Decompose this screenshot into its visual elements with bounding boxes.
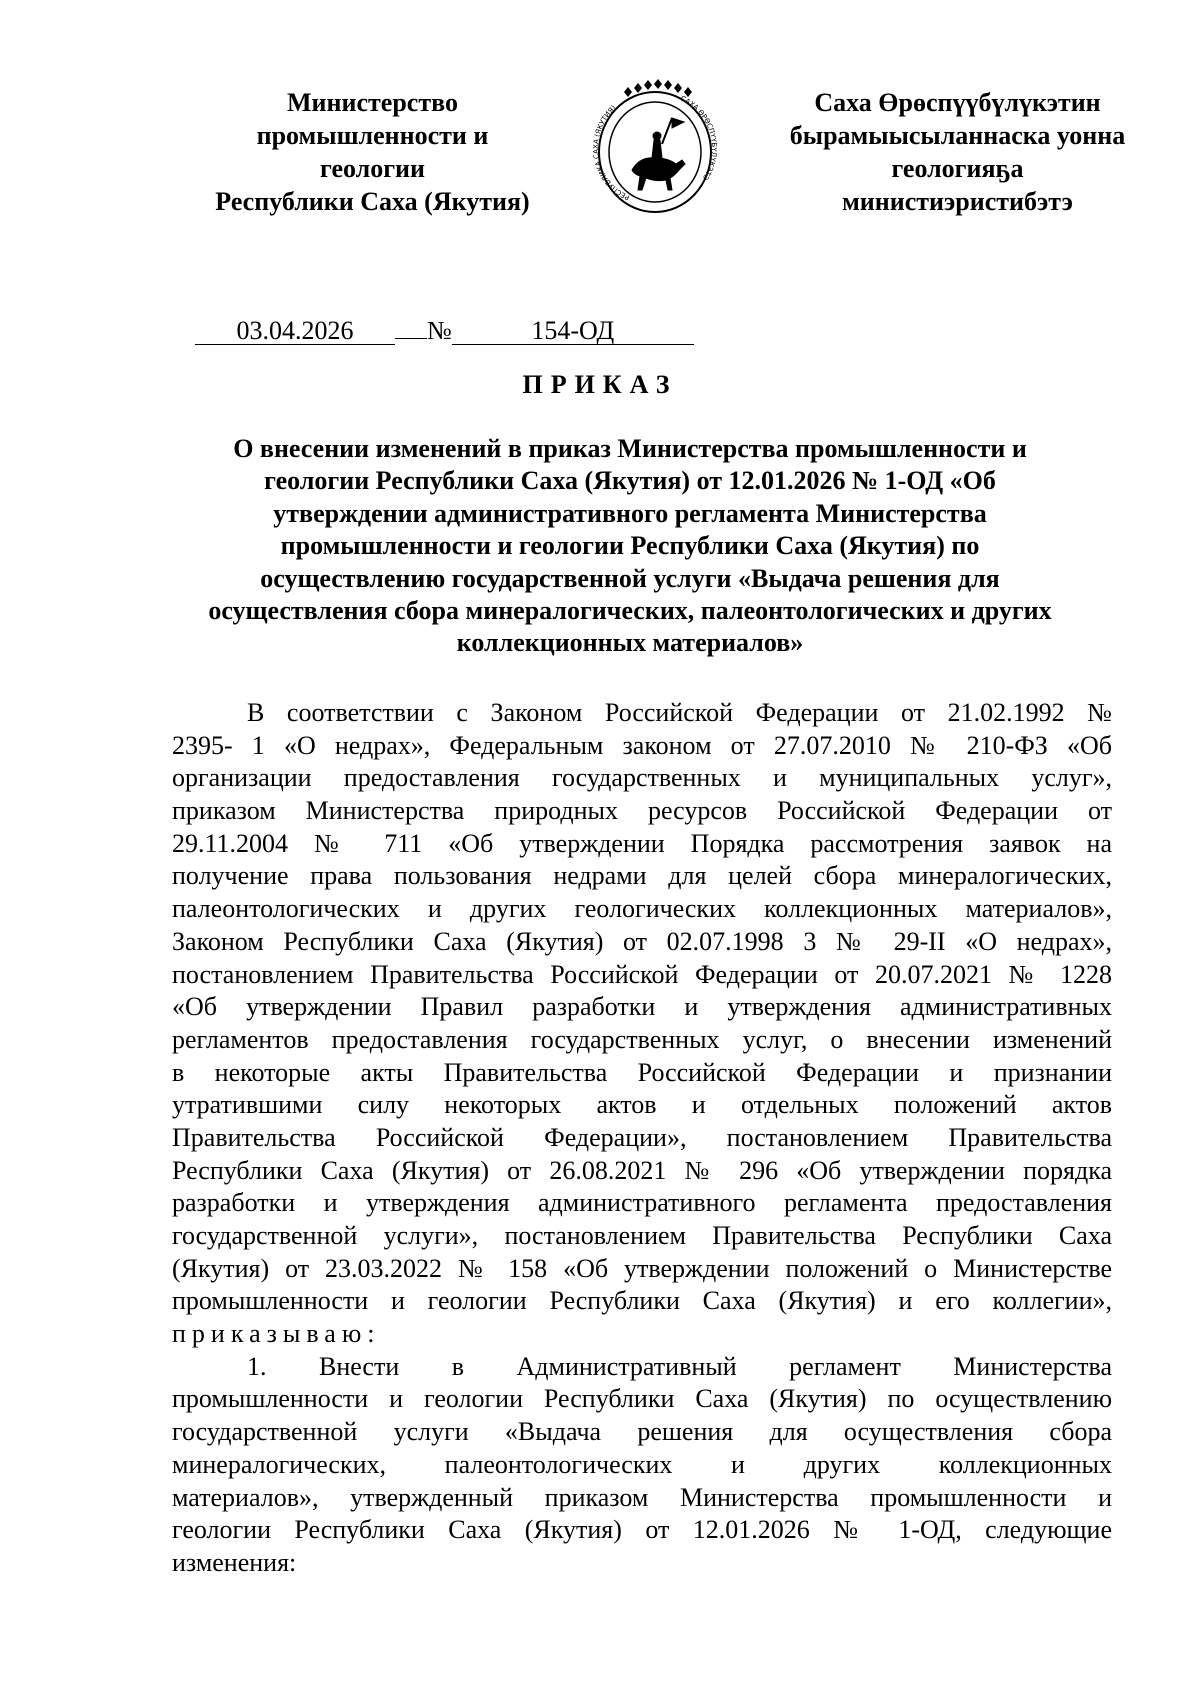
item-1-line: минералогических, палеонтологических и других коллекционных (172, 1449, 1112, 1479)
preamble-line: в некоторые акты Правительства Российской Федерации и признании (172, 1057, 1112, 1087)
subject-line: промышленности и геологии Республики Саха (Якутия) по (280, 531, 980, 561)
item-1-line: изменения: (172, 1547, 297, 1577)
preamble-line: 2395- 1 «О недрах», Федеральным законом от 27.07.2010 № 210-ФЗ «Об (172, 730, 1112, 760)
preamble-line: получение права пользования недрами для целей сбора минералогических, (172, 861, 1112, 891)
item-1-line: государственной услуги «Выдача решения для осуществления сбора (172, 1417, 1112, 1447)
ministry-name-sah-line: Саха Өрөспүүбүлүкэтин (814, 88, 1101, 117)
preamble-line: приказом Министерства природных ресурсов Российской Федерации от (172, 796, 1112, 826)
ministry-name-sah-line: министиэристибэтэ (842, 187, 1073, 216)
subject-line: утверждении административного регламента Министерства (273, 498, 987, 528)
crown-ornament (624, 79, 692, 97)
ministry-name-sah-line: бырамыысыланнаска уонна (789, 121, 1126, 150)
svg-text:РЕСПУБЛИКА САХА (ЯКУТИЯ) (592, 104, 631, 202)
emblem-right-text: САХА ӨРӨСПҮҮБҮЛҮКЭТЭ (679, 94, 719, 182)
subject-line: О внесении изменений в приказ Министерства промышленности и (233, 434, 1027, 463)
document-body (172, 697, 1112, 1580)
preamble-line: разработки и утверждения административного регламента предоставления (172, 1188, 1112, 1218)
preamble-line: постановлением Правительства Российской Федерации от 20.07.2021 № 1228 (172, 959, 1112, 989)
preamble-line: Законом Республики Саха (Якутия) от 02.07.1998 3 № 29-II «О недрах», (172, 926, 1112, 956)
number-sign: № (427, 316, 452, 345)
subject-line: осуществлению государственной услуги «Выдача решения для (260, 563, 1000, 593)
item-1-line: промышленности и геологии Республики Саха (Якутия) по осуществлению (172, 1384, 1112, 1414)
preamble-line: регламентов предоставления государственных услуг, о внесении изменений (172, 1024, 1112, 1054)
coat-of-arms-icon (590, 78, 720, 218)
ministry-name-ru-line: промышленности и (256, 121, 489, 150)
document-registration-line (195, 315, 694, 347)
item-1-line: материалов», утвержденный приказом Министерства промышленности и (172, 1482, 1112, 1512)
preamble-line: промышленности и геологии Республики Саха (Якутия) и его коллегии», (172, 1286, 1112, 1316)
preamble-line: В соответствии с Законом Российской Федерации от 21.02.1992 № (247, 698, 1112, 727)
item-1-line: 1. Внести в Административный регламент Министерства (247, 1351, 1112, 1381)
coat-of-arms-svg (590, 78, 720, 218)
document-number: 154-ОД (452, 318, 694, 345)
preamble-line: «Об утверждении Правил разработки и утверждения административных (172, 992, 1112, 1022)
preamble-line: утратившими силу некоторых актов и отдельных положений актов (172, 1090, 1112, 1120)
emblem-left-text: РЕСПУБЛИКА САХА (ЯКУТИЯ) (591, 103, 631, 202)
ministry-name-ru-line: Министерство (287, 88, 458, 117)
preamble-line: государственной услуги», постановлением Правительства Республики Саха (172, 1221, 1112, 1250)
preamble-line: (Якутия) от 23.03.2022 № 158 «Об утверждении положений о Министерстве (172, 1253, 1112, 1283)
ministry-name-ru (175, 86, 570, 218)
ministry-name-sah (750, 86, 1165, 218)
preamble-line: 29.11.2004 № 711 «Об утверждении Порядка рассмотрения заявок на (172, 828, 1112, 858)
item-1-paragraph (172, 1351, 1112, 1580)
ministry-name-ru-line: Республики Саха (Якутия) (215, 187, 530, 216)
rider-figure (632, 118, 685, 190)
ministry-name-ru-line: геологии (319, 154, 425, 183)
preamble-line: Республики Саха (Якутия) от 26.08.2021 № 296 «Об утверждении порядка (172, 1155, 1112, 1185)
preamble-line: палеонтологических и других геологических коллекционных материалов», (172, 894, 1112, 924)
document-subject (180, 433, 1080, 660)
order-word: приказываю: (172, 1319, 381, 1349)
item-1-line: геологии Республики Саха (Якутия) от 12.01.2026 № 1-ОД, следующие (172, 1515, 1112, 1545)
subject-line: осуществления сбора минералогических, палеонтологических и других (208, 596, 1052, 626)
document-date: 03.04.2026 (195, 318, 395, 345)
preamble-line: организации предоставления государственных и муниципальных услуг», (172, 763, 1112, 793)
document-title: ПРИКАЗ (522, 370, 678, 399)
date-underline-gap (395, 338, 427, 339)
ministry-name-sah-line: геологияҕа (891, 154, 1024, 183)
subject-line: коллекционных материалов» (456, 628, 804, 658)
preamble-line: Правительства Российской Федерации», постановлением Правительства (172, 1122, 1112, 1152)
preamble-paragraph (172, 697, 1112, 1351)
subject-line: геологии Республики Саха (Якутия) от 12.01.2026 № 1-ОД «Об (264, 466, 996, 496)
